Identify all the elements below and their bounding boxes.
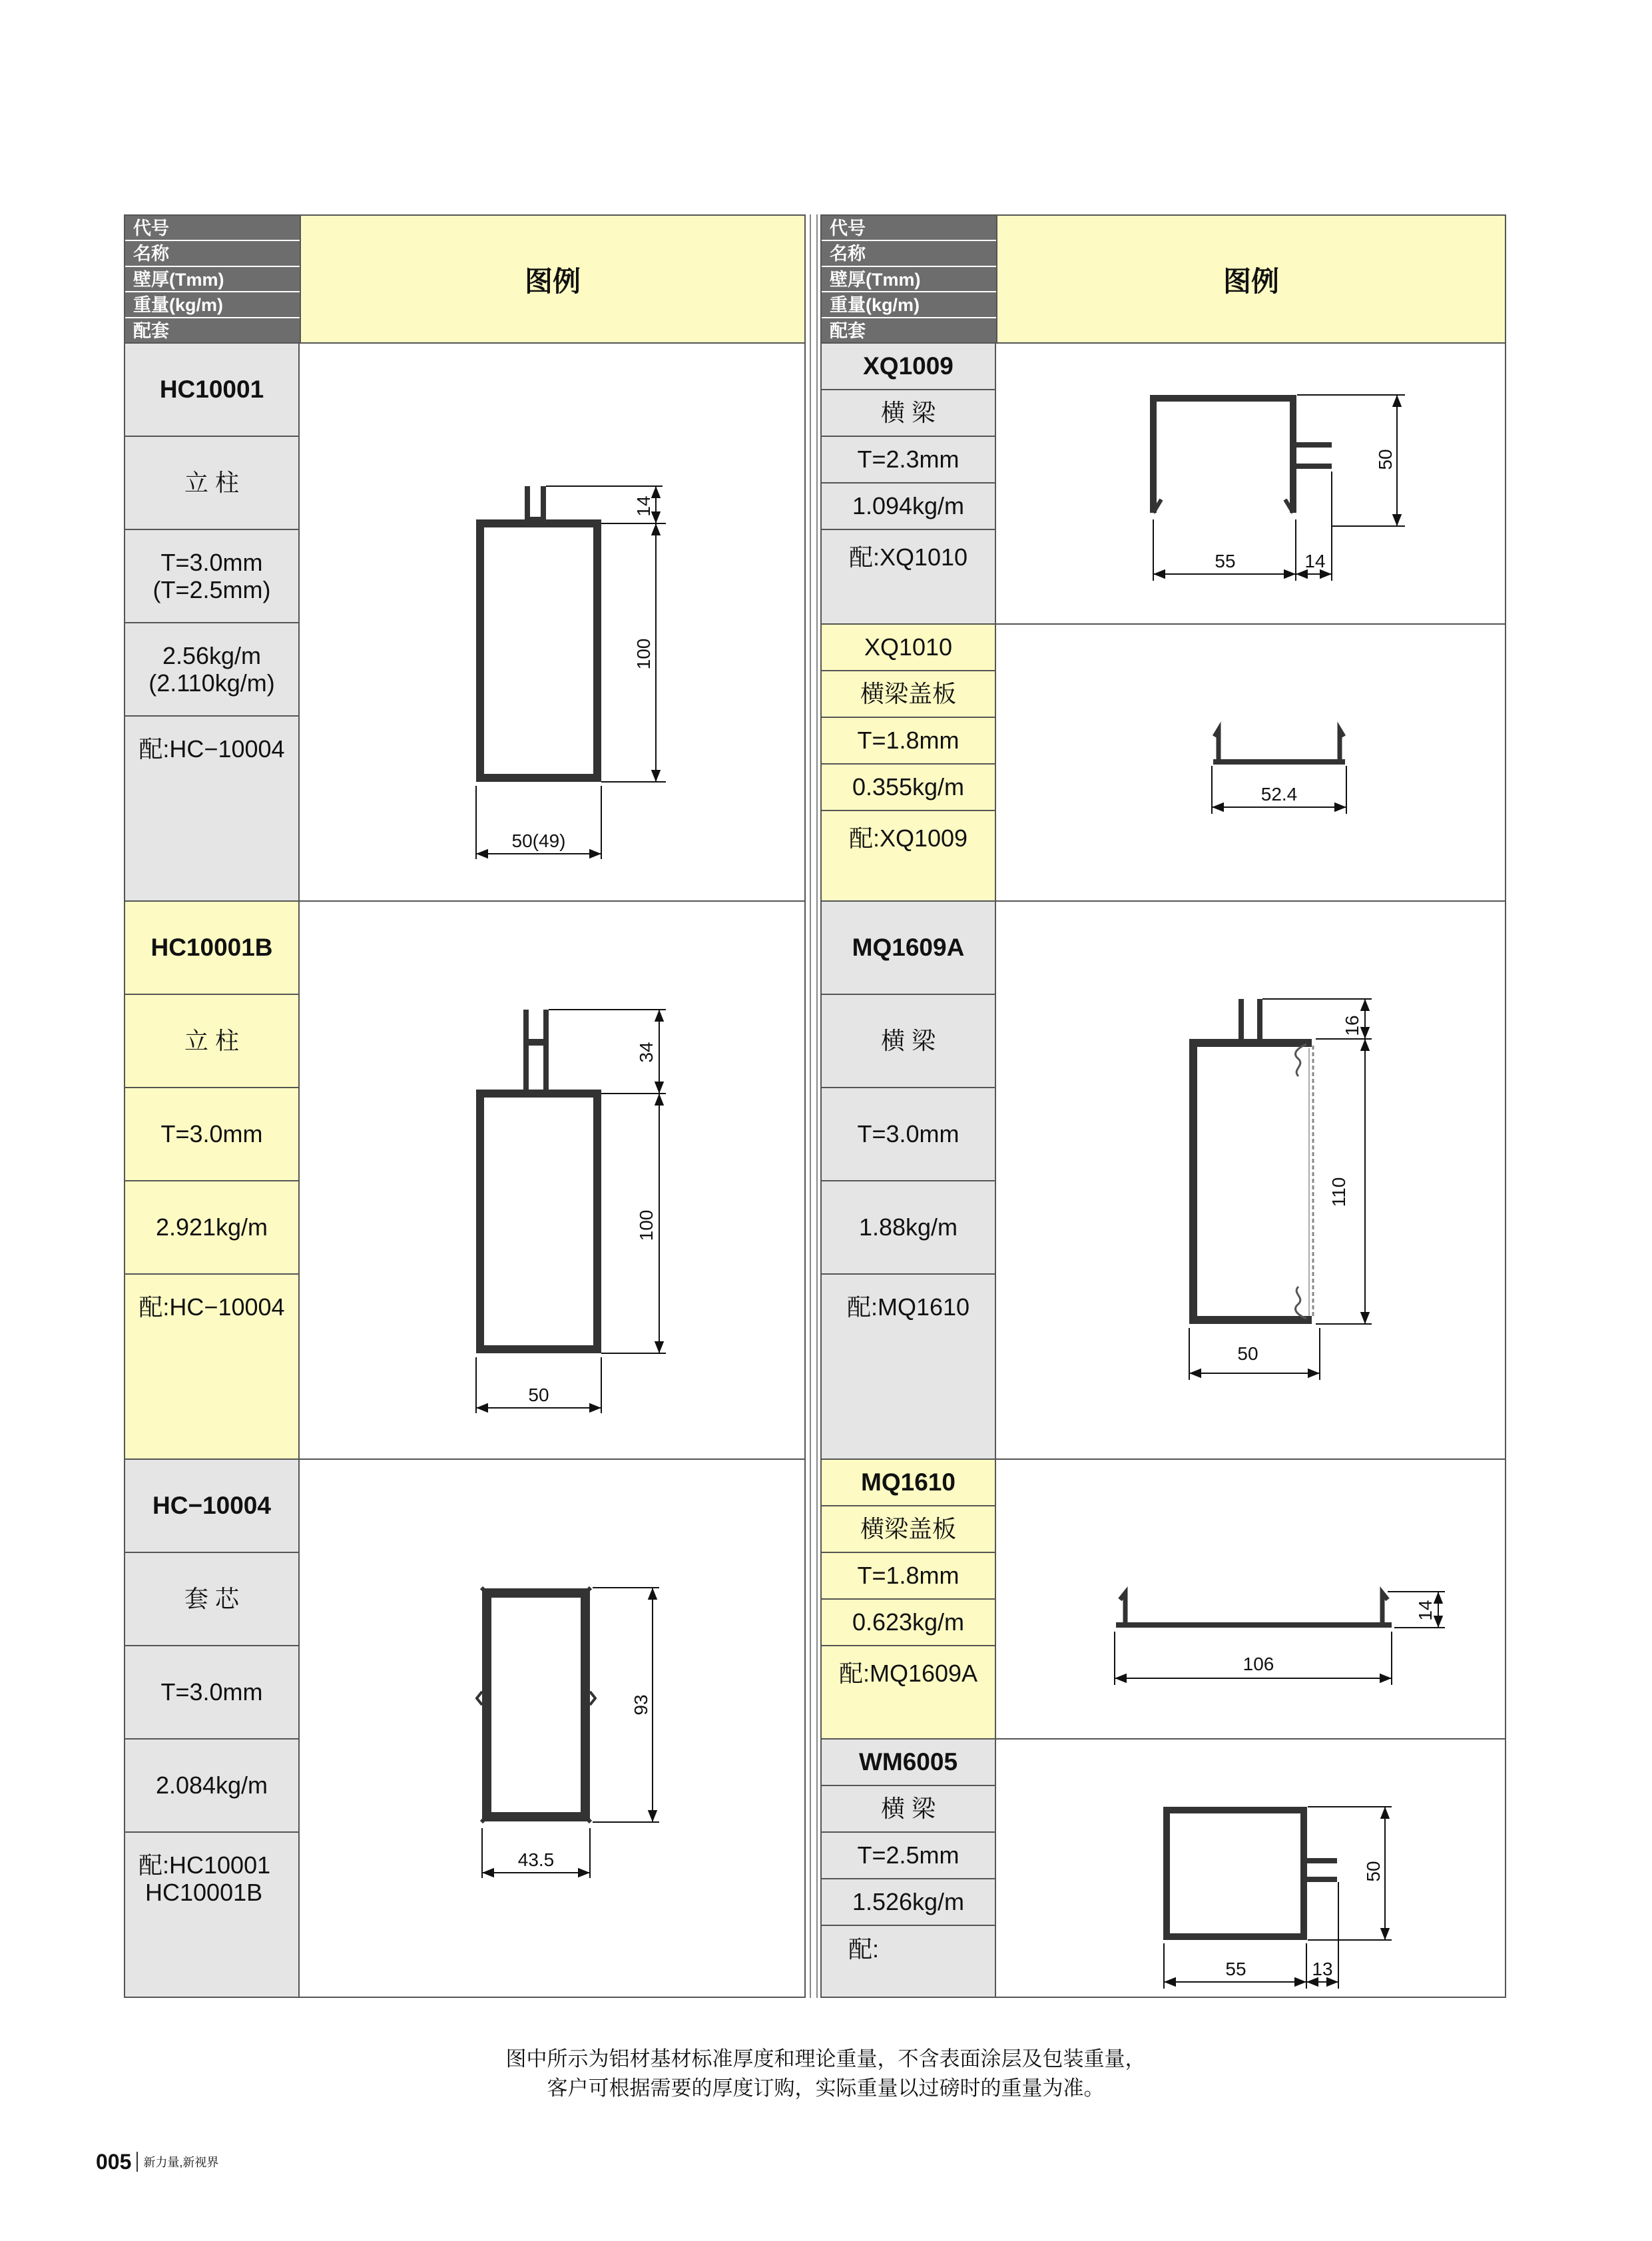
dim-label: 43.5 <box>517 1849 555 1870</box>
product-weight: 1.094kg/m <box>822 483 995 530</box>
dim-label: 16 <box>1342 1015 1362 1036</box>
product-name: 横 梁 <box>822 1786 995 1833</box>
header-label-name: 名称 <box>822 241 996 266</box>
product-info-mq1610 <box>822 1460 996 1738</box>
product-match: 配:MQ1609A <box>838 1660 978 1687</box>
dim-label: 100 <box>633 638 654 670</box>
product-code: HC−10004 <box>125 1460 298 1553</box>
product-info-xq1009 <box>822 344 996 623</box>
left-header <box>125 216 804 344</box>
right-header <box>822 216 1505 344</box>
page-number: 005 <box>96 2149 132 2174</box>
dim-label: 13 <box>1312 1959 1333 1979</box>
header-label-name: 名称 <box>125 241 300 266</box>
product-thickness: T=2.5mm <box>822 1833 995 1879</box>
header-label-match: 配套 <box>125 318 300 344</box>
product-info-xq1010 <box>822 625 996 900</box>
header-label-weight: 重量(kg/m) <box>822 292 996 318</box>
header-label-thickness: 壁厚(Tmm) <box>822 267 996 292</box>
product-name: 立 柱 <box>125 995 298 1088</box>
product-thickness: T=3.0mm <box>822 1088 995 1181</box>
product-weight: 0.623kg/m <box>822 1600 995 1646</box>
product-thickness: T=3.0mm <box>125 1646 298 1740</box>
product-code: HC10001B <box>125 902 298 995</box>
product-info-hc-10004 <box>125 1460 300 1997</box>
header-legend-title: 图例 <box>996 216 1505 344</box>
product-weight: 1.88kg/m <box>822 1181 995 1275</box>
product-name: 套 芯 <box>125 1553 298 1646</box>
product-weight: 1.526kg/m <box>822 1879 995 1926</box>
footer-separator <box>137 2152 138 2172</box>
dim-label: 14 <box>1415 1600 1436 1621</box>
product-name: 横梁盖板 <box>822 1506 995 1553</box>
product-thickness: T=1.8mm <box>822 1553 995 1600</box>
footer-note-line2: 客户可根据需要的厚度订购，实际重量以过磅时的重量为准。 <box>547 2077 1105 2100</box>
product-weight: 0.355kg/m <box>822 765 995 811</box>
dim-label: 50(49) <box>511 830 566 851</box>
product-code: XQ1010 <box>822 625 995 671</box>
dim-label: 50 <box>1237 1343 1258 1364</box>
product-match: 配: <box>848 1935 880 1963</box>
product-match: 配:HC−10004 <box>138 735 285 763</box>
header-label-code: 代号 <box>822 216 996 241</box>
product-info-wm6005 <box>822 1740 996 1997</box>
dim-label: 14 <box>633 495 654 517</box>
product-info-hc10001 <box>125 344 300 900</box>
product-info-hc10001b <box>125 902 300 1458</box>
dim-label: 52.4 <box>1260 784 1298 804</box>
gutter-line <box>816 214 818 1998</box>
dim-label: 106 <box>1242 1654 1274 1674</box>
header-label-match: 配套 <box>822 318 996 344</box>
dim-label: 50 <box>528 1385 549 1405</box>
header-label-code: 代号 <box>125 216 300 241</box>
product-name: 横梁盖板 <box>822 671 995 718</box>
product-thickness: T=2.3mm <box>822 437 995 483</box>
product-thickness: T=1.8mm <box>822 718 995 765</box>
product-name: 立 柱 <box>125 437 298 530</box>
dim-label: 110 <box>1328 1177 1349 1207</box>
gutter-line <box>810 214 811 1998</box>
page-footer <box>96 2148 218 2175</box>
header-label-weight: 重量(kg/m) <box>125 292 300 318</box>
product-match: 配:XQ1009 <box>848 824 968 852</box>
product-match: 配:MQ1610 <box>846 1293 970 1321</box>
product-weight: 2.921kg/m <box>125 1181 298 1275</box>
product-code: MQ1609A <box>822 902 995 995</box>
dim-label: 93 <box>631 1694 651 1716</box>
product-thickness: T=3.0mm (T=2.5mm) <box>125 530 298 623</box>
product-name: 横 梁 <box>822 390 995 437</box>
dim-label: 55 <box>1225 1959 1246 1979</box>
product-info-mq1609a <box>822 902 996 1458</box>
product-thickness: T=3.0mm <box>125 1088 298 1181</box>
product-match: 配:HC−10004 <box>138 1293 285 1321</box>
dim-label: 50 <box>1375 449 1396 470</box>
product-name: 横 梁 <box>822 995 995 1088</box>
dim-label: 55 <box>1215 551 1236 571</box>
footer-note-line1: 图中所示为铝材基材标准厚度和理论重量，不含表面涂层及包装重量， <box>505 2047 1146 2071</box>
header-legend-title: 图例 <box>300 216 804 344</box>
product-match: 配:XQ1010 <box>848 543 968 571</box>
product-code: MQ1610 <box>822 1460 995 1506</box>
product-code: HC10001 <box>125 344 298 437</box>
product-weight: 2.084kg/m <box>125 1740 298 1833</box>
footer-note <box>400 2045 1252 2103</box>
product-code: XQ1009 <box>822 344 995 390</box>
dim-label: 14 <box>1304 551 1326 571</box>
dim-label: 100 <box>636 1209 657 1241</box>
footer-slogan: 新力量,新视界 <box>143 2156 219 2169</box>
product-match: 配:HC10001 HC10001B <box>138 1851 271 1907</box>
dim-label: 34 <box>636 1042 657 1063</box>
header-label-thickness: 壁厚(Tmm) <box>125 267 300 292</box>
product-weight: 2.56kg/m (2.110kg/m) <box>125 623 298 717</box>
product-code: WM6005 <box>822 1740 995 1786</box>
dim-label: 50 <box>1363 1861 1384 1882</box>
